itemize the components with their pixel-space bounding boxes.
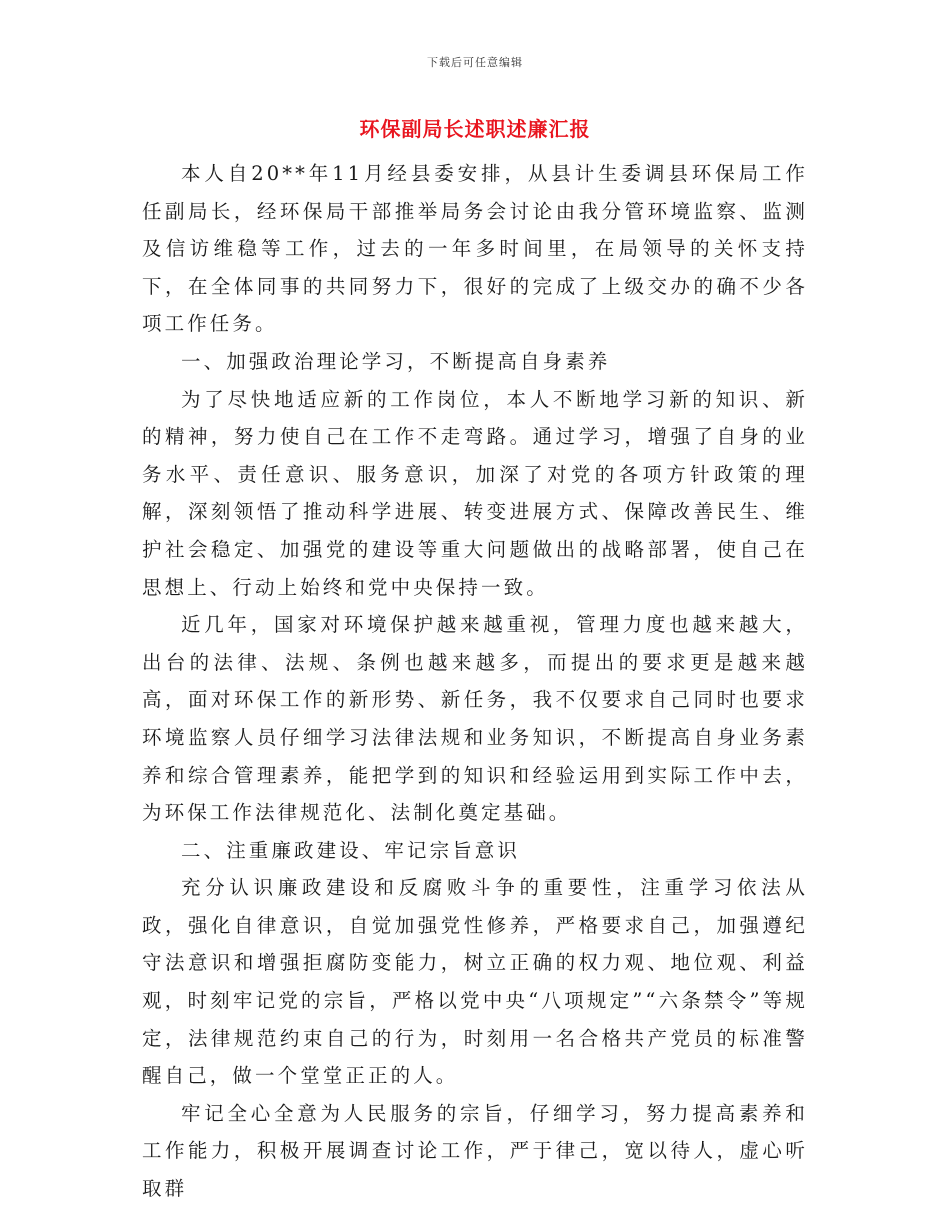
paragraph-integrity-1: 充分认识廉政建设和反腐败斗争的重要性，注重学习依法从政，强化自律意识，自觉加强党性修养，严格要求自己，加强遵纪守法意识和增强拒腐防变能力，树立正确的权力观、地位观、利益观，时刻牢记党的宗旨，严格以党中央“八项规定”“六条禁令”等规定，法律规范约束自己的行为，时刻用一名合格共产党员的标准警醒自己，做一个堂堂正正的人。 [142, 876, 808, 1088]
section-heading-2: 二、注重廉政建设、牢记宗旨意识 [181, 838, 521, 862]
section-heading-1: 一、加强政治理论学习，不断提高自身素养 [181, 349, 611, 373]
paragraph-integrity-2: 牢记全心全意为人民服务的宗旨，仔细学习，努力提高素养和工作能力，积极开展调查讨论工作，严于律己，宽以待人，虚心听取群 [142, 1101, 808, 1201]
header-note: 下载后可任意编辑 [427, 56, 523, 69]
paragraph-study-2: 近几年，国家对环境保护越来越重视，管理力度也越来越大，出台的法律、法规、条例也越来越多，而提出的要求更是越来越高，面对环保工作的新形势、新任务，我不仅要求自己同时也要求环境监察人员仔细学习法律法规和业务知识，不断提高自身业务素养和综合管理素养，能把学到的知识和经验运用到实际工作中去，为环保工作法律规范化、法制化奠定基础。 [142, 613, 808, 825]
document-title: 环保副局长述职述廉汇报 [359, 117, 591, 141]
paragraph-study-1: 为了尽快地适应新的工作岗位，本人不断地学习新的知识、新的精神，努力使自己在工作不走弯路。通过学习，增强了自身的业务水平、责任意识、服务意识，加深了对党的各项方针政策的理解，深刻领悟了推动科学进展、转变进展方式、保障改善民生、维护社会稳定、加强党的建设等重大问题做出的战略部署，使自己在思想上、行动上始终和党中央保持一致。 [142, 387, 808, 599]
paragraph-intro: 本人自20**年11月经县委安排，从县计生委调县环保局工作任副局长，经环保局干部推举局务会讨论由我分管环境监察、监测及信访维稳等工作，过去的一年多时间里，在局领导的关怀支持下，在全体同事的共同努力下，很好的完成了上级交办的确不少各项工作任务。 [142, 162, 808, 336]
document-body [142, 155, 808, 1208]
